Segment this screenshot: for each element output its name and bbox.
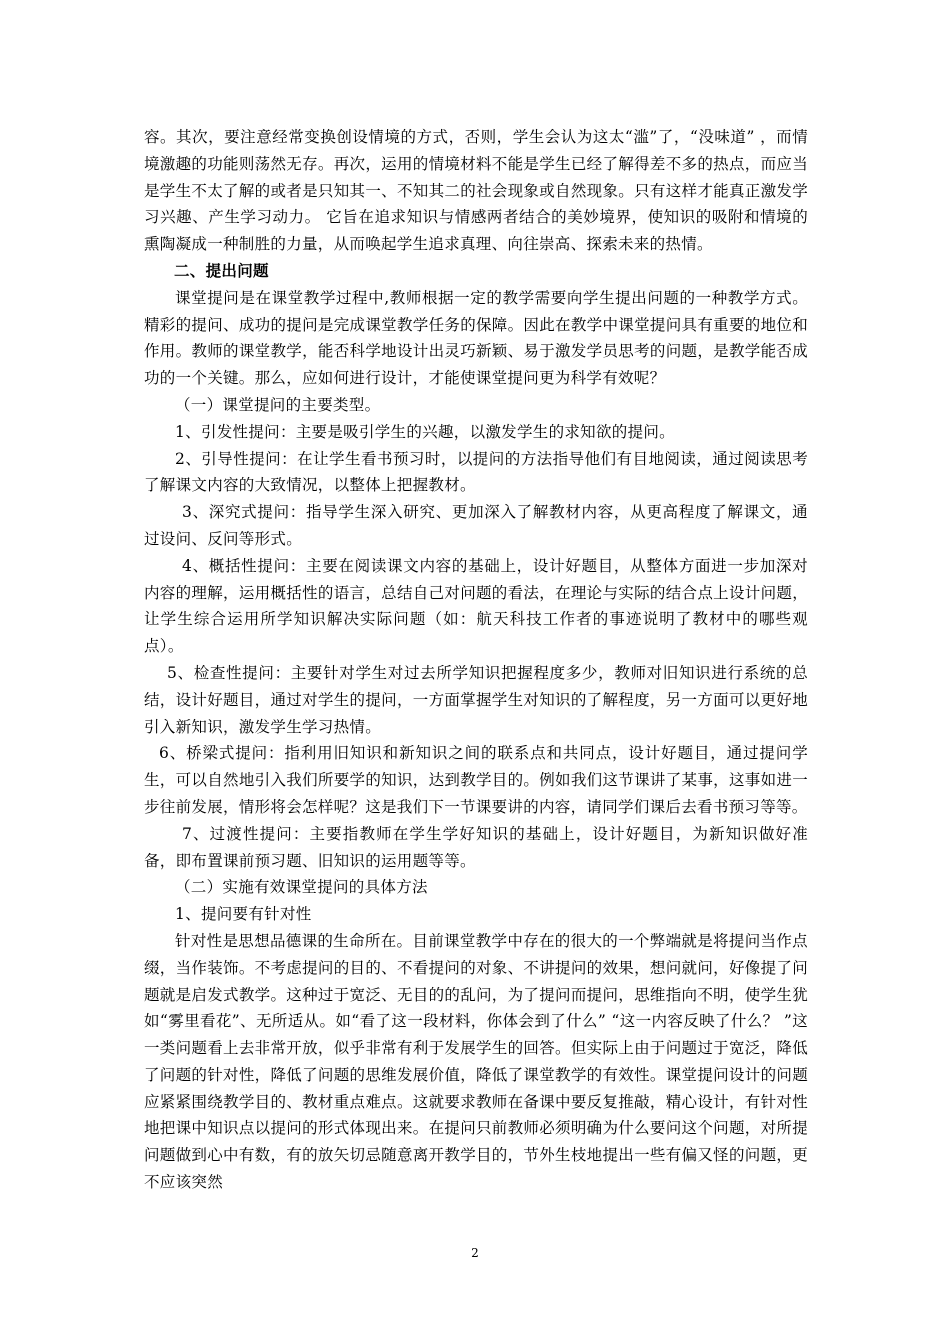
subheading-targeted-questions: 1、提问要有针对性 xyxy=(175,905,312,924)
list-item-type-1: 1、引发性提问：主要是吸引学生的兴趣，以激发学生的求知欲的提问。 xyxy=(175,422,675,441)
paragraph-targeted-questions: 针对性是思想品德课的生命所在。目前课堂教学中存在的很大的一个弊端就是将提问当作点缀，当作装饰。不考虑提问的目的、不看提问的对象、不讲提问的效果，想问就问，好像提了问题就是启发式教学。这种过于宽泛、无目的的乱问，为了提问而提问，思维指向不明，使学生犹如“雾里看花”、无所适从。如“看了这一段材料，你体会到了什么” “这一内容反映了什么？ ”这一类问题看上去非常开放，似乎非常有利于发展学生的回答。但实际上由于问题过于宽泛，降低了问题的针对性，降低了问题的思维发展价值，降低了课堂教学的有效性。课堂提问设计的问题应紧紧围绕教学目的、教材重点难点。这就要求教师在备课中要反复推敲，精心设计，有针对性地把课中知识点以提问的形式体现出来。在提问只前教师必须明确为什么要问这个问题，对所提问题做到心中有数，有的放矢切忌随意离开教学目的，节外生枝地提出一些有偏又怪的问题，更不应该突然 xyxy=(144,931,808,1192)
paragraph-situation-tips: 容。其次，要注意经常变换创设情境的方式，否则，学生会认为这太“滥”了，“没味道” ，而情境激趣的功能则荡然无存。再次，运用的情境材料不能是学生已经了解得差不多的热点，而应当是学生不太了解的或者是只知其一、不知其二的社会现象或自然现象。只有这样才能真正激发学习兴趣、产生学习动力。 它旨在追求知识与情感两者结合的美妙境界，使知识的吸附和情境的熏陶凝成一种制胜的力量，从而唤起学生追求真理、向往崇高、探索未来的热情。 xyxy=(144,128,808,254)
section-heading-ask-questions: 二、提出问题 xyxy=(174,260,269,280)
list-item-type-2: 2、引导性提问：在让学生看书预习时，以提问的方法指导他们有目地阅读，通过阅读思考了解课文内容的大致情况，以整体上把握教材。 xyxy=(144,449,808,495)
paragraph-questioning-intro: 课堂提问是在课堂教学过程中,教师根据一定的教学需要向学生提出问题的一种教学方式。精彩的提问、成功的提问是完成课堂教学任务的保障。因此在教学中课堂提问具有重要的地位和作用。教师的课堂教学，能否科学地设计出灵巧新颖、易于激发学员思考的问题，是教学能否成功的一个关键。那么，应如何进行设计，才能使课堂提问更为科学有效呢？ xyxy=(144,288,808,388)
page-number: 2 xyxy=(471,1246,479,1260)
subheading-question-types: （一）课堂提问的主要类型。 xyxy=(175,395,381,414)
list-item-type-6: 6、桥梁式提问：指利用旧知识和新知识之间的联系点和共同点，设计好题目，通过提问学生，可以自然地引入我们所要学的知识，达到教学目的。例如我们这节课讲了某事，这事如进一步往前发展，情形将会怎样呢？这是我们下一节课要讲的内容，请同学们课后去看书预习等等。 xyxy=(144,744,808,816)
list-item-type-5: 5、检查性提问：主要针对学生对过去所学知识把握程度多少，教师对旧知识进行系统的总结，设计好题目，通过对学生的提问，一方面掌握学生对知识的了解程度，另一方面可以更好地引入新知识，激发学生学习热情。 xyxy=(144,663,808,736)
body-text xyxy=(144,124,808,1196)
list-item-type-3: 3、深究式提问：指导学生深入研究、更加深入了解教材内容，从更高程度了解课文，通过设问、反问等形式。 xyxy=(144,503,808,548)
list-item-type-4: 4、概括性提问：主要在阅读课文内容的基础上，设计好题目，从整体方面进一步加深对内容的理解，运用概括性的语言，总结自己对问题的看法，在理论与实际的结合点上设计问题，让学生综合运用所学知识解决实际问题（如：航天科技工作者的事迹说明了教材中的哪些观点）。 xyxy=(144,556,808,656)
subheading-effective-methods: （二）实施有效课堂提问的具体方法 xyxy=(175,878,428,897)
list-item-type-7: 7、过渡性提问：主要指教师在学生学好知识的基础上，设计好题目，为新知识做好准备，即布置课前预习题、旧知识的运用题等等。 xyxy=(144,824,808,870)
